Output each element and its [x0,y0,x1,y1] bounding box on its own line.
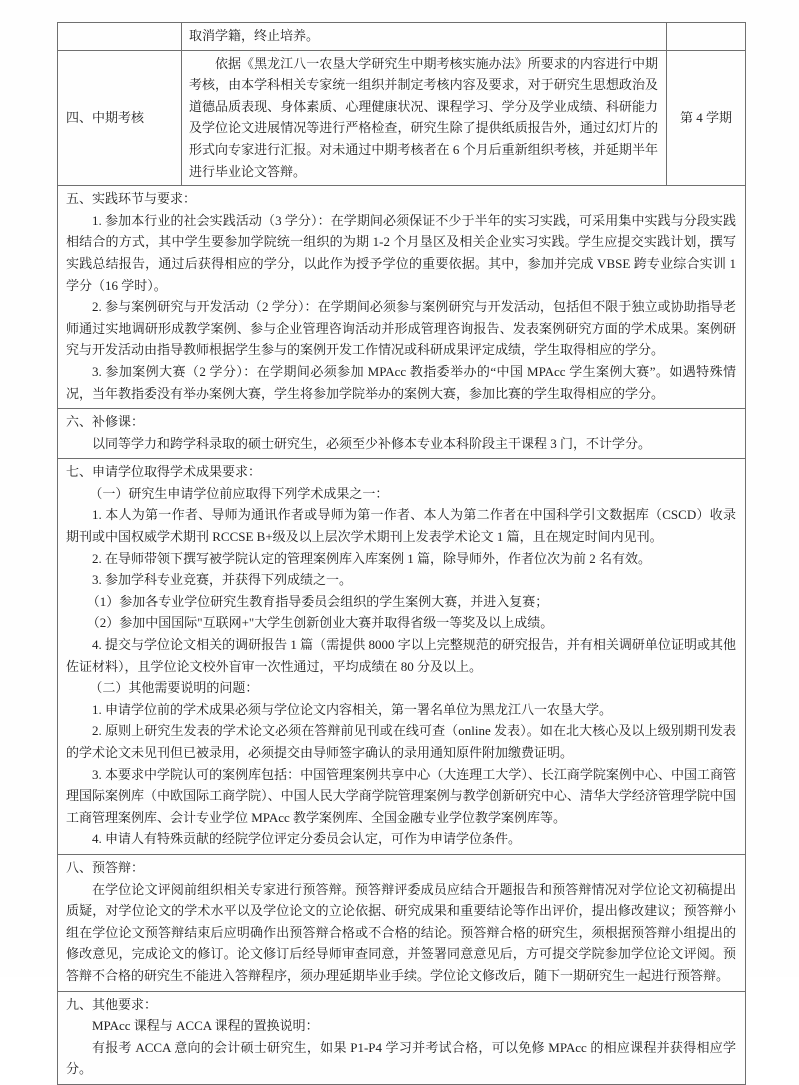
section-heading: 八、预答辩： [66,859,145,875]
section-heading: 九、其他要求： [66,996,158,1012]
section-cell [58,409,745,458]
paragraph: MPAcc 课程与 ACCA 课程的置换说明： [92,1018,319,1034]
paragraph: 以同等学力和跨学科录取的硕士研究生，必须至少补修本专业本科阶段主干课程 3 门，不计学分。 [92,435,652,451]
paragraph: 2. 参与案例研究与开发活动（2 学分）：在学期间必须参与案例研究与开发活动，包括但不限于独立或协助指导老师通过实地调研形成教学案例、参与企业管理咨询活动并形成管理咨询报告、发表案例研究方面的学术成果。案例研究与开发活动由指导教师根据学生参与的案例开发工作情况或科研成果评定成绩，学生取得相应的学分。 [66,299,736,358]
section-cell [58,855,745,991]
row-content-cell [182,23,667,50]
row-content-cell [182,51,667,186]
row-label: 四、中期考核 [66,110,145,126]
paragraph: 3. 本要求中学院认可的案例库包括：中国管理案例共享中心（大连理工大学）、长江商学院案例中心、中国工商管理国际案例库（中欧国际工商学院）、中国人民大学商学院管理案例与教学创新研究中心、清华大学经济管理学院中国工商管理案例库、会计专业学位 MPAcc 教学案例库、全国金融专业学位教学案例库等。 [66,766,736,825]
section-cell [58,992,745,1084]
table-row [58,992,745,1084]
table-row [58,23,745,51]
table-row [58,409,745,459]
table-row [58,855,745,992]
section-heading: 六、补修课： [66,414,145,430]
paragraph: 1. 参加本行业的社会实践活动（3 学分）：在学期间必须保证不少于半年的实习实践，可采用集中实践与分段实践相结合的方式，其中学生要参加学院统一组织的为期 1-2 个月垦区及相关企业实习实践。学生应提交实践计划，撰写实践总结报告，通过后获得相应的学分，以此作为授予学位的重要依据。其中，参加并完成 VBSE 跨专业综合实训 1 学分（16 学时）。 [66,212,736,293]
paragraph: （1）参加各专业学位研究生教育指导委员会组织的学生案例大赛，并进入复赛； [86,593,549,609]
paragraph: 1. 本人为第一作者、导师为通讯作者或导师为第一作者、本人为第二作者在中国科学引文数据库（CSCD）收录期刊或中国权威学术期刊 RCCSE B+级及以上层次学术期刊上发表学术论文 1 篇，且在规定时间内见刊。 [66,507,736,545]
paragraph: （一）研究生申请学位前应取得下列学术成果之一： [89,485,389,501]
section-heading: 五、实践环节与要求： [66,191,197,207]
section-cell [58,459,745,854]
regulation-table [57,22,746,1085]
paragraph: 4. 申请人有特殊贡献的经院学位评定分委员会认定，可作为申请学位条件。 [92,831,522,847]
paragraph: 1. 申请学位前的学术成果必须与学位论文内容相关，第一署名单位为黑龙江八一农垦大学。 [92,701,613,717]
section-heading: 七、申请学位取得学术成果要求： [66,464,262,480]
paragraph: 在学位论文评阅前组织相关专家进行预答辩。预答辩评委成员应结合开题报告和预答辩情况对学位论文初稿提出质疑，对学位论文的学术水平以及学位论文的立论依据、研究成果和重要结论等作出评价，提出修改建议；预答辩小组在学位论文预答辩结束后应明确作出预答辩合格或不合格的结论。预答辩合格的研究生，须根据预答辩小组提出的修改意见，完成论文的修订。论文修订后经导师审查同意，并签署同意意见后，方可提交学院参加学位论文评阅。预答辩不合格的研究生不能进入答辩程序，须办理延期毕业手续。学位论文修改后，随下一期研究生一起进行预答辩。 [66,881,736,983]
semester-value: 第 4 学期 [679,110,732,126]
row-label-cell [58,23,182,50]
paragraph: 3. 参加学科专业竞赛，并获得下列成绩之一。 [92,572,353,588]
paragraph: 3. 参加案例大赛（2 学分）：在学期间必须参加 MPAcc 教指委举办的“中国 MPAcc 学生案例大赛”。如遇特殊情况，当年教指委没有举办案例大赛，学生将参加学院举办的案例大赛，参加比赛的学生取得相应的学分。 [66,363,736,401]
paragraph: 4. 提交与学位论文相关的调研报告 1 篇（需提供 8000 字以上完整规范的研究报告，并有相关调研单位证明或其他佐证材料），且学位论文校外盲审一次性通过，平均成绩在 80 分及以上。 [66,637,736,674]
table-row [58,186,745,409]
table-row [58,51,745,187]
paragraph: 依据《黑龙江八一农垦大学研究生中期考核实施办法》所要求的内容进行中期考核，由本学科相关专家统一组织并制定考核内容及要求，对于研究生思想政治及道德品质表现、身体素质、心理健康状况、课程学习、学分及学业成绩、科研能力及学位论文进展情况等进行严格检查，研究生除了提供纸质报告外，通过幻灯片的形式向专家进行汇报。对未通过中期考核者在 6 个月后重新组织考核，并延期半年进行毕业论文答辩。 [189,55,658,179]
paragraph: 取消学籍，终止培养。 [189,28,320,43]
paragraph: 有报考 ACCA 意向的会计硕士研究生，如果 P1-P4 学习并考试合格，可以免修 MPAcc 的相应课程并获得相应学分。 [66,1039,736,1077]
paragraph: 2. 在导师带领下撰写被学院认定的管理案例库入库案例 1 篇，除导师外，作者位次为前 2 名有效。 [92,550,652,566]
paragraph: （二）其他需要说明的问题： [89,680,259,696]
semester-cell [667,51,745,186]
section-cell [58,186,745,408]
table-row [58,459,745,855]
semester-cell [667,23,745,50]
row-label-cell [58,51,182,186]
paragraph: 2. 原则上研究生发表的学术论文必须在答辩前见刊或在线可查（online 发表）。如在北大核心及以上级别期刊发表的学术论文未见刊但已被录用，必须提交由导师签字确认的录用通知原件附加缴费证明。 [66,723,736,760]
paragraph: （2）参加中国国际"互联网+"大学生创新创业大赛并取得省级一等奖及以上成绩。 [86,615,554,631]
